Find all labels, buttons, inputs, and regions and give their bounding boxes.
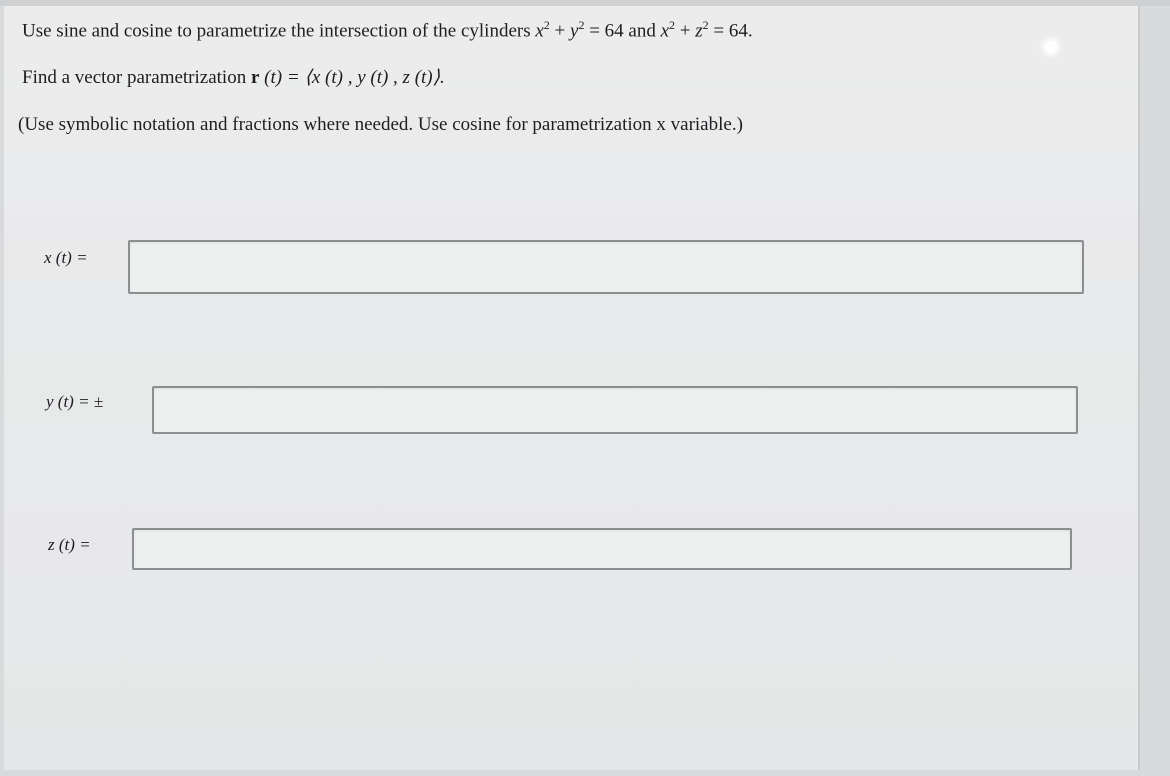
z-answer-label: z (t) = [48, 535, 91, 554]
eq2-z-exponent: 2 [702, 18, 709, 32]
question-line-1 [22, 18, 753, 42]
y-answer-label: y (t) = ± [46, 392, 104, 411]
eq1-y: y [570, 20, 579, 42]
eq1-rhs: = 64 and [584, 20, 661, 42]
vector-formula: (t) = ⟨x (t) , y (t) , z (t)⟩. [259, 67, 445, 88]
y-answer-input[interactable] [154, 388, 1076, 432]
x-answer-input[interactable] [130, 242, 1082, 292]
eq2-plus: + [675, 20, 696, 42]
question-line-1-text: Use sine and cosine to parametrize the intersection of the cylinders [22, 20, 536, 42]
eq1-x-exponent: 2 [543, 18, 550, 32]
y-answer-box[interactable] [152, 386, 1078, 434]
question-line-2-text: Find a vector parametrization [22, 67, 251, 88]
question-line-2 [22, 66, 445, 89]
z-answer-box[interactable] [132, 528, 1072, 570]
z-answer-input[interactable] [134, 530, 1070, 568]
eq1-plus: + [549, 20, 570, 42]
eq2-x-exponent: 2 [669, 18, 676, 32]
eq2-z: z [695, 20, 703, 42]
x-answer-box[interactable] [128, 240, 1084, 294]
x-answer-label: x (t) = [44, 248, 88, 267]
eq2-x: x [660, 20, 670, 42]
instructions-note: (Use symbolic notation and fractions where needed. Use cosine for parametrization x variable.) [18, 114, 743, 135]
vector-r: r [250, 67, 260, 88]
eq1-y-exponent: 2 [578, 18, 585, 32]
eq2-rhs: = 64. [708, 20, 753, 42]
eq1-x: x [535, 20, 544, 42]
glare-spot [1045, 41, 1057, 53]
